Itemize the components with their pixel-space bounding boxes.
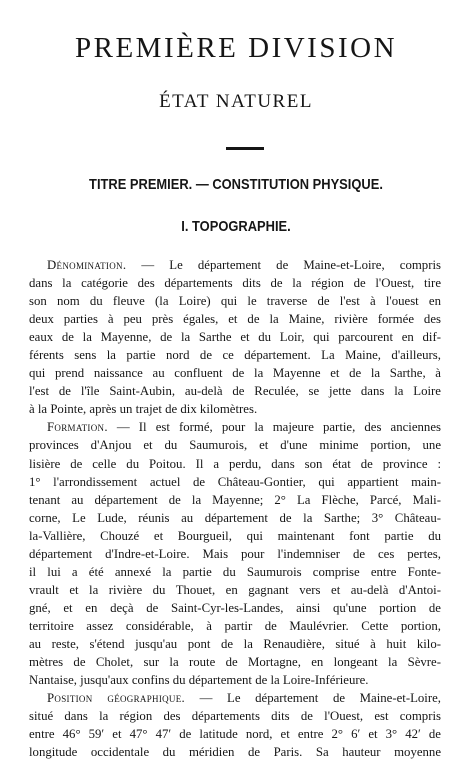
text-line: férents sens la partie nord de ce département. La Maine, d'ailleurs, — [29, 348, 441, 363]
text-line: mètres de Cholet, sur la route de Mortagne, en longeant la Sèvre- — [29, 655, 441, 670]
text-line: à la Pointe, après un trajet de dix kilomètres. — [29, 402, 258, 417]
text-line: au reste, s'étend jusqu'au pont de la Renaudière, situé à huit kilo- — [29, 636, 441, 651]
paragraph-lead: Dénomination. — [47, 258, 127, 272]
paragraph-lead: Position géographique. — [47, 691, 186, 706]
text-line: l'est de l'île Saint-Aubin, au-delà de Reculée, se jette dans la Loire — [29, 384, 441, 399]
text-line: lisière de celle du Poitou. Il a perdu, dans son état de province : — [29, 456, 441, 471]
text-line: longitude occidentale du méridien de Paris. Sa hauteur moyenne — [29, 745, 441, 760]
text-line: situé dans la région des départements dits de l'Ouest, est compris — [29, 709, 441, 724]
text-line: tenant au département de la Mayenne; 2° La Flèche, Parcé, Mali- — [29, 492, 441, 507]
text-line: Dénomination. — Le département de Maine-et-Loire, compris — [47, 258, 441, 272]
text-line: entre 46° 59′ et 47° 47′ de latitude nord, et entre 2° 6′ et 3° 42′ de — [29, 727, 441, 742]
titre-heading: TITRE PREMIER. — CONSTITUTION PHYSIQUE. — [89, 176, 383, 193]
text-line: département d'Indre-et-Loire. Mais pour l'indemniser de ces pertes, — [29, 546, 441, 561]
text-line: son nom du fleuve (la Loire) qui le traverse de l'est à l'ouest en — [29, 294, 441, 309]
text-line: territoire assez considérable, à partir de Maulévrier. Cette portion, — [29, 618, 441, 633]
body-text — [29, 256, 441, 761]
state-title: ÉTAT NATUREL — [159, 91, 313, 112]
section-divider-rule — [226, 147, 264, 150]
text-line: dans la catégorie des départements dits de la région de l'Ouest, tire — [29, 276, 441, 291]
division-title: PREMIÈRE DIVISION — [74, 32, 398, 64]
text-line: deux parties à peu près égales, et de la Maine, rivière formée des — [29, 312, 441, 327]
paragraph-lead: Formation. — [47, 420, 108, 435]
text-line: Nantaise, jusqu'aux confins du département de la Loire-Inférieure. — [29, 673, 369, 688]
section-heading: I. TOPOGRAPHIE. — [181, 218, 291, 235]
text-line: qui prend naissance au confluent de la Mayenne et de la Sarthe, à — [29, 366, 441, 381]
text-line: provinces d'Anjou et du Saumurois, et d'une minime portion, une — [29, 438, 441, 453]
text-line: corne, Le Lude, réunis au département de la Sarthe; 3° Château- — [29, 510, 441, 525]
text-line: Formation. — Il est formé, pour la majeure partie, des anciennes — [47, 420, 441, 435]
text-line: vrault et la rivière du Thouet, en gagnant vers et au-delà d'Antoi- — [29, 582, 441, 597]
text-line: 1° l'arrondissement actuel de Château-Gontier, qui appartient main- — [29, 474, 441, 489]
text-line: la-Vallière, Chouzé et Bourgueil, qui maintenant font partie du — [29, 528, 441, 543]
text-line: il lui a été annexé la partie du Saumurois comprise entre Fonte- — [29, 564, 441, 579]
text-line: gné, et en deçà de Saint-Cyr-les-Landes, ainsi qu'une portion de — [29, 600, 441, 615]
text-line: eaux de la Mayenne, de la Sarthe et du Loir, qui parcourent en dif- — [29, 330, 441, 345]
text-line: Position géographique. — Le département de Maine-et-Loire, — [47, 691, 441, 706]
